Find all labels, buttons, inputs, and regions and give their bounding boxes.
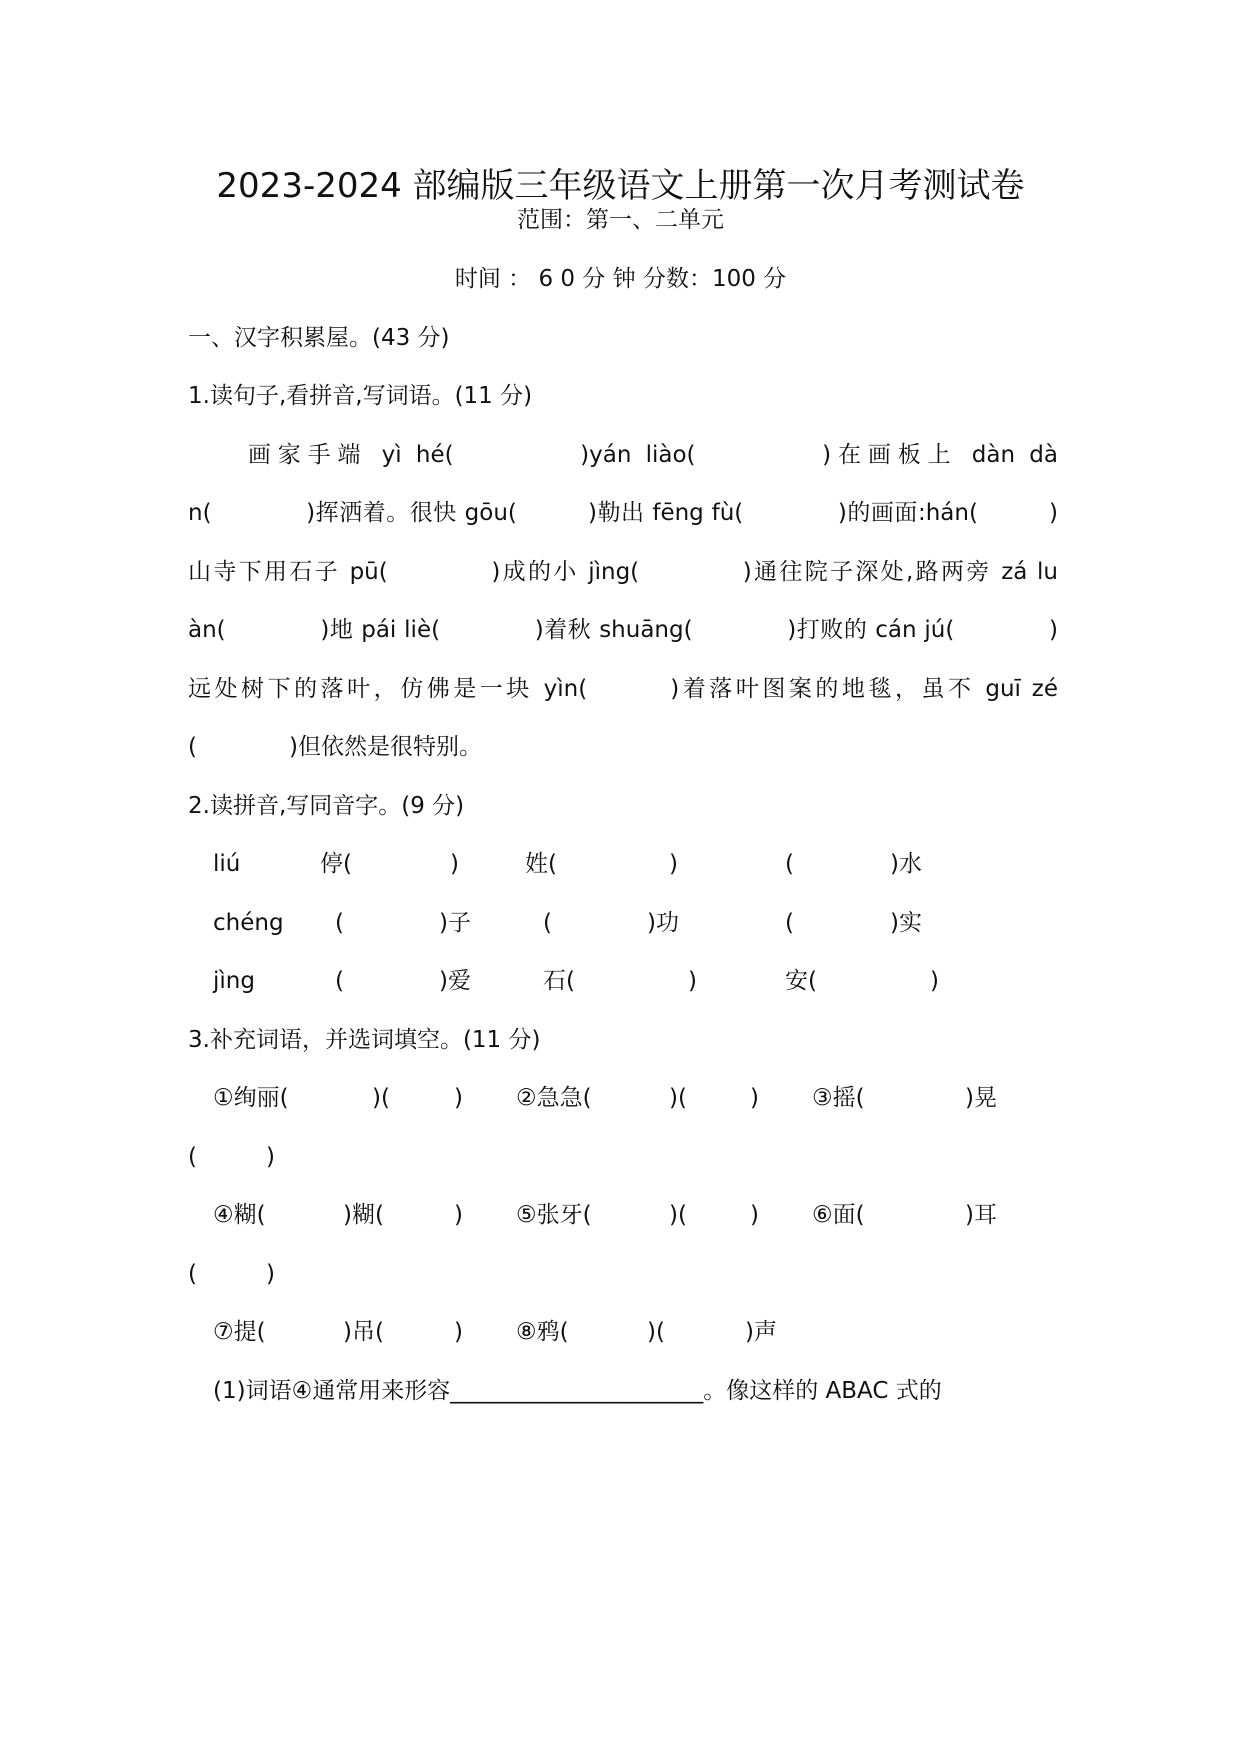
blank-open: (: [543, 910, 552, 936]
blank-close: )爱: [439, 968, 471, 994]
blank-open: 姓(: [525, 851, 557, 877]
q1-line-4: àn( )地 pái liè( )着秋 shuāng( )打败的 cán jú( ): [188, 617, 1058, 643]
q3-subquestion-1: [213, 1371, 1083, 1411]
word-item: )吊(: [343, 1319, 384, 1345]
blank-close: ): [450, 851, 459, 877]
q2-row-jing: [188, 961, 1088, 1001]
blank-open: (: [335, 968, 344, 994]
blank-close: ): [669, 851, 678, 877]
blank-open: (: [335, 910, 344, 936]
word-item: ①绚丽(: [213, 1085, 289, 1111]
q3-row-1: [188, 1078, 1088, 1118]
page-title: 2023-2024 部编版三年级语文上册第一次月考测试卷: [216, 166, 1025, 206]
blank-open: 停(: [320, 851, 352, 877]
q1-line-1: 画家手端 yì hé( )yán liào( )在画板上 dàn dà: [188, 442, 1058, 468]
word-item: )声: [745, 1319, 777, 1345]
q3-row-1-continued: ( ): [188, 1144, 275, 1170]
q2-row-cheng: [188, 903, 1088, 943]
blank-close: ): [930, 968, 939, 994]
blank-close: )水: [890, 851, 922, 877]
question-3-heading: 3.补充词语，并选词填空。(11 分): [188, 1027, 541, 1053]
q2-row-liu: [188, 844, 1088, 884]
exam-scope: 范围：第一、二单元: [517, 207, 724, 233]
word-item: ⑦提(: [213, 1319, 266, 1345]
word-item: ③摇(: [812, 1085, 865, 1111]
blank-close: )功: [647, 910, 679, 936]
word-item: ): [454, 1202, 463, 1228]
word-item: )糊(: [343, 1202, 384, 1228]
blank-open: (: [785, 851, 794, 877]
question-1-heading: 1.读句子,看拼音,写词语。(11 分): [188, 383, 533, 409]
pinyin-label: chéng: [213, 910, 284, 936]
word-item: ⑧鸦(: [516, 1319, 569, 1345]
blank-open: 石(: [543, 968, 575, 994]
q3-row-2: [188, 1195, 1088, 1235]
word-item: )(: [669, 1202, 687, 1228]
exam-time-score: 时间 ： 6 0 分 钟 分数：100 分: [454, 266, 787, 292]
word-item: )耳: [965, 1202, 997, 1228]
answer-blank[interactable]: ______________________: [450, 1378, 704, 1404]
word-item: ⑤张牙(: [516, 1202, 592, 1228]
subquestion-text: (1)词语④通常用来形容: [213, 1378, 451, 1404]
q1-line-6: ( )但依然是很特别。: [188, 734, 482, 760]
q1-line-2: n( )挥洒着。很快 gōu( )勒出 fēng fù( )的画面:hán( ): [188, 500, 1058, 526]
pinyin-label: jìng: [213, 968, 255, 994]
word-item: ④糊(: [213, 1202, 266, 1228]
blank-close: )实: [890, 910, 922, 936]
blank-open: (: [785, 910, 794, 936]
section-heading: 一、汉字积累屋。(43 分): [188, 325, 450, 351]
word-item: ): [454, 1319, 463, 1345]
q1-line-3: 山寺下用石子 pū( )成的小 jìng( )通往院子深处,路两旁 zá lu: [188, 559, 1058, 585]
pinyin-label: liú: [213, 851, 241, 877]
word-item: )(: [669, 1085, 687, 1111]
blank-open: 安(: [785, 968, 817, 994]
word-item: ): [750, 1202, 759, 1228]
q3-row-2-continued: ( ): [188, 1261, 275, 1287]
blank-close: )子: [439, 910, 471, 936]
word-item: ⑥面(: [812, 1202, 865, 1228]
question-2-heading: 2.读拼音,写同音字。(9 分): [188, 793, 465, 819]
word-item: ②急急(: [516, 1085, 592, 1111]
subquestion-text: 。像这样的 ABAC 式的: [703, 1378, 942, 1404]
q3-row-3: [188, 1312, 1088, 1352]
word-item: ): [454, 1085, 463, 1111]
word-item: )晃: [965, 1085, 997, 1111]
word-item: )(: [647, 1319, 665, 1345]
word-item: ): [750, 1085, 759, 1111]
q1-line-5: 远处树下的落叶，仿佛是一块 yìn( )着落叶图案的地毯，虽不 guī zé: [188, 676, 1058, 702]
word-item: )(: [372, 1085, 390, 1111]
blank-close: ): [688, 968, 697, 994]
